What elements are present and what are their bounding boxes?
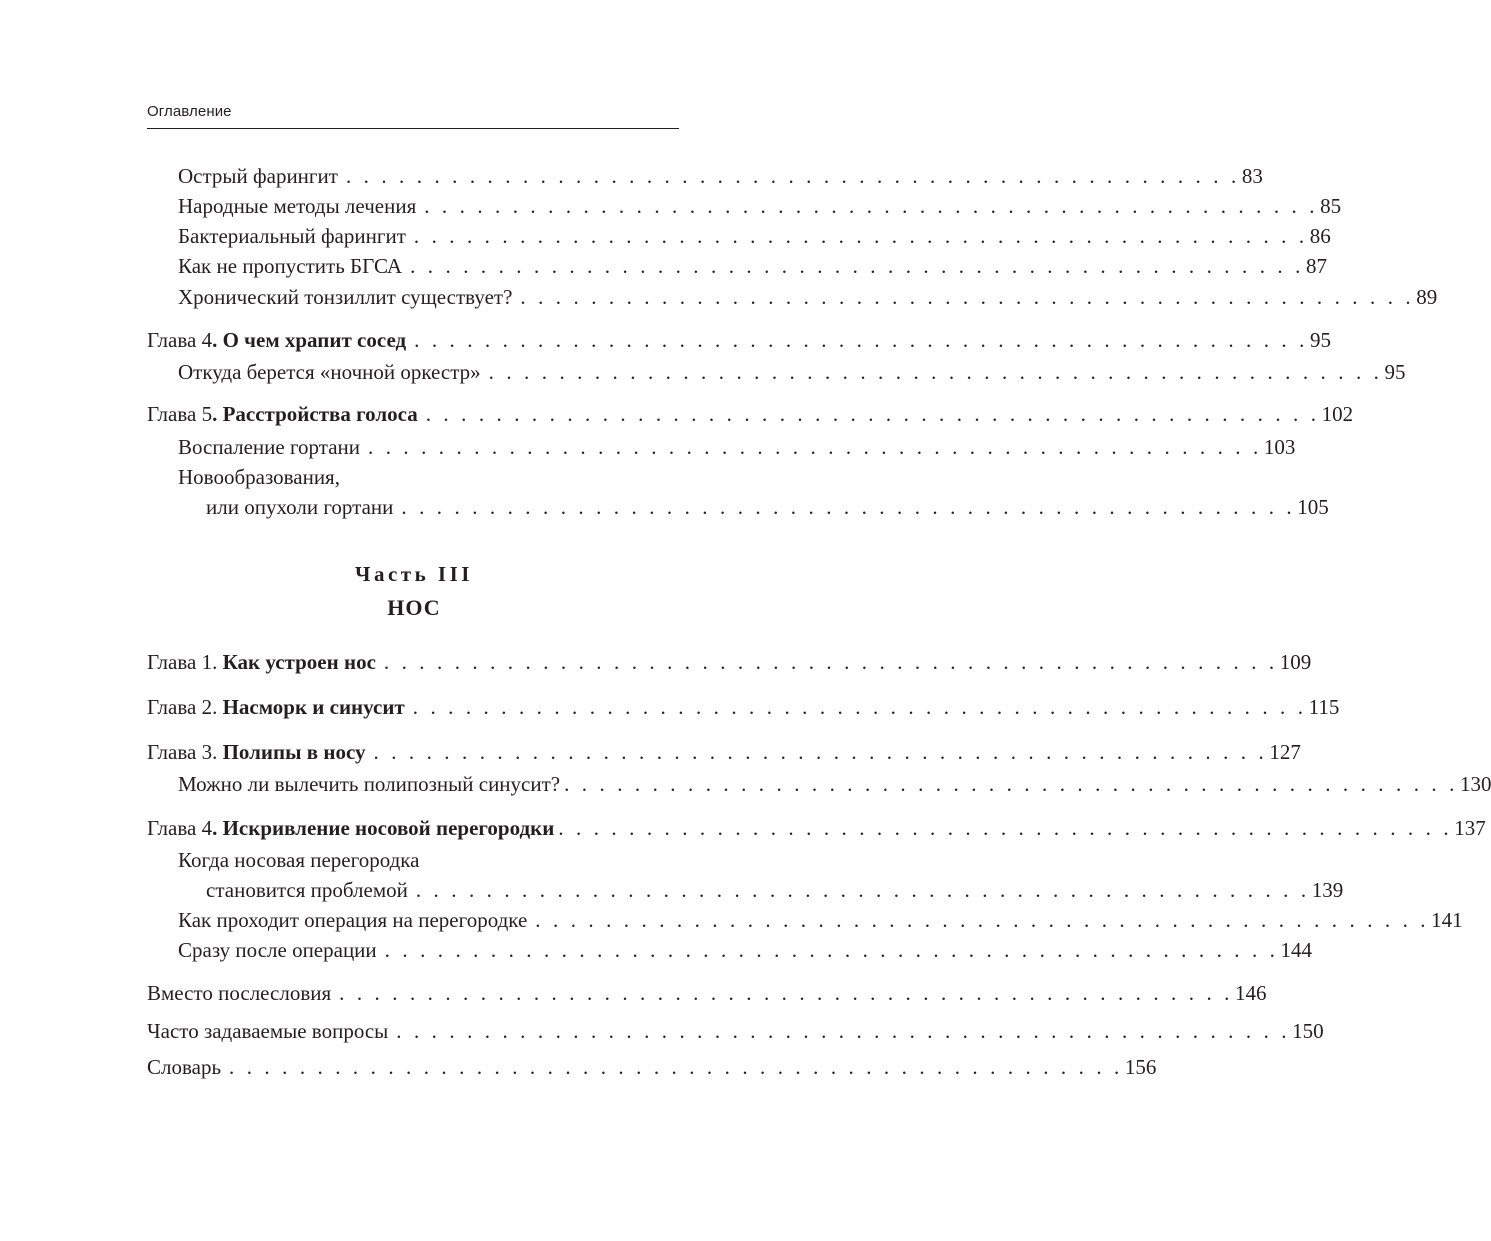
toc-entry-page: 109 [1279,650,1312,674]
toc-entry-page: 103 [1263,435,1296,459]
toc-entry-title: Вместо послесловия [147,981,332,1005]
toc-entry-title: становится проблемой [206,878,408,902]
toc-entry-title-line1: Когда носовая перегородка [178,848,420,872]
dot-leader: . . . . . . . . . . . . . . . . . . . . . . . . . . . . . . . . . . . . . . . . . . . . . . . . . . . [424,194,1319,218]
toc-chapter-entry[interactable] [147,401,1354,427]
chapter-prefix: Глава 4 [147,816,213,840]
toc-entry-title: Сразу после операции [178,938,377,962]
toc-entry-page: 127 [1269,740,1301,764]
toc-entry[interactable] [178,193,1342,219]
chapter-title: Как устроен нос [222,650,376,674]
toc-entry-title: Народные методы лечения [178,194,417,218]
toc-entry-title: или опухоли гортани [206,495,394,519]
dot-leader: . . . . . . . . . . . . . . . . . . . . . . . . . . . . . . . . . . . . . . . . . . . . . . . . . . . [564,772,1458,796]
toc-entry-title: Часто задаваемые вопросы [147,1019,389,1043]
toc-entry-page: 156 [1124,1055,1157,1079]
dot-leader: . . . . . . . . . . . . . . . . . . . . . . . . . . . . . . . . . . . . . . . . . . . . . . . . . . . [373,740,1268,764]
dot-leader: . . . . . . . . . . . . . . . . . . . . . . . . . . . . . . . . . . . . . . . . . . . . . . . . . . . [412,695,1307,719]
header-rule [147,128,679,129]
dot-leader: . . . . . . . . . . . . . . . . . . . . . . . . . . . . . . . . . . . . . . . . . . . . . . . . . . . [401,495,1296,519]
dot-leader: . . . . . . . . . . . . . . . . . . . . . . . . . . . . . . . . . . . . . . . . . . . . . . . . . . . [410,254,1304,278]
toc-chapter-entry[interactable] [147,694,1340,720]
chapter-prefix: Глава 3. [147,740,223,764]
part-label: Часть III [355,562,473,586]
chapter-title: . Расстройства голоса [212,402,418,426]
toc-entry-page: 139 [1311,878,1344,902]
toc-entry[interactable] [178,223,1331,249]
part-title: НОС [387,595,441,620]
toc-entry-page: 115 [1308,695,1340,719]
chapter-title: . Искривление носовой перегородки [212,816,555,840]
chapter-prefix: Глава 5 [147,402,213,426]
toc-entry[interactable] [178,163,1263,189]
toc-entry-title: Острый фарингит [178,164,338,188]
toc-entry-title: Как проходит операция на перегородке [178,908,528,932]
dot-leader: . . . . . . . . . . . . . . . . . . . . . . . . . . . . . . . . . . . . . . . . . . . . . . . . . . . [520,285,1415,309]
toc-entry-title: Откуда берется «ночной оркестр» [178,360,481,384]
toc-entry-title-line1: Новообразования, [178,465,340,489]
toc-entry[interactable] [206,877,1344,903]
running-head: Оглавление [147,103,232,120]
dot-leader: . . . . . . . . . . . . . . . . . . . . . . . . . . . . . . . . . . . . . . . . . . . . . . . . . . . [413,224,1308,248]
toc-entry-page: 95 [1384,360,1406,384]
toc-chapter-entry[interactable] [147,327,1331,353]
dot-leader: . . . . . . . . . . . . . . . . . . . . . . . . . . . . . . . . . . . . . . . . . . . . . . . . . . . [396,1019,1291,1043]
dot-leader: . . . . . . . . . . . . . . . . . . . . . . . . . . . . . . . . . . . . . . . . . . . . . . . . . . . [414,328,1308,352]
toc-entry-page: 86 [1309,224,1331,248]
dot-leader: . . . . . . . . . . . . . . . . . . . . . . . . . . . . . . . . . . . . . . . . . . . . . . . . . . . [339,981,1233,1005]
chapter-prefix: Глава 1. [147,650,223,674]
toc-entry-page: 130 [1459,772,1491,796]
dot-leader: . . . . . . . . . . . . . . . . . . . . . . . . . . . . . . . . . . . . . . . . . . . . . . . . . . . [415,878,1310,902]
toc-entry-title: Бактериальный фарингит [178,224,406,248]
dot-leader: . . . . . . . . . . . . . . . . . . . . . . . . . . . . . . . . . . . . . . . . . . . . . . . . . . . [425,402,1320,426]
toc-entry[interactable] [147,1018,1324,1044]
chapter-prefix: Глава 2. [147,695,223,719]
toc-entry[interactable] [178,253,1327,279]
dot-leader: . . . . . . . . . . . . . . . . . . . . . . . . . . . . . . . . . . . . . . . . . . . . . . . . . . . [558,816,1453,840]
toc-entry-title: Словарь [147,1055,222,1079]
chapter-prefix: Глава 4 [147,328,213,352]
toc-entry[interactable] [178,359,1406,385]
toc-entry-page: 146 [1235,981,1267,1005]
toc-entry[interactable] [147,980,1267,1006]
dot-leader: . . . . . . . . . . . . . . . . . . . . . . . . . . . . . . . . . . . . . . . . . . . . . . . . . . . [229,1055,1123,1079]
toc-entry[interactable] [178,771,1491,797]
toc-entry[interactable] [206,494,1329,520]
chapter-title: Насморк и синусит [222,695,405,719]
toc-entry[interactable] [178,434,1296,460]
toc-chapter-entry[interactable] [147,649,1312,675]
toc-entry-page: 87 [1305,254,1327,278]
chapter-title: . О чем храпит сосед [212,328,407,352]
toc-entry[interactable] [178,284,1438,310]
chapter-title: Полипы в носу [222,740,366,764]
toc-entry-page: 137 [1454,816,1486,840]
dot-leader: . . . . . . . . . . . . . . . . . . . . . . . . . . . . . . . . . . . . . . . . . . . . . . . . . . . [368,435,1262,459]
toc-entry[interactable] [178,907,1463,933]
dot-leader: . . . . . . . . . . . . . . . . . . . . . . . . . . . . . . . . . . . . . . . . . . . . . . . . . . . [345,164,1240,188]
toc-entry-page: 102 [1321,402,1354,426]
toc-entry-title: Воспаление гортани [178,435,360,459]
toc-entry-page: 105 [1297,495,1329,519]
toc-entry-page: 141 [1431,908,1463,932]
dot-leader: . . . . . . . . . . . . . . . . . . . . . . . . . . . . . . . . . . . . . . . . . . . . . . . . . . . [383,650,1278,674]
toc-entry-title: Можно ли вылечить полипозный синусит? [178,772,561,796]
toc-entry-page: 83 [1241,164,1263,188]
toc-entry-page: 144 [1280,938,1313,962]
toc-entry-title: Как не пропустить БГСА [178,254,403,278]
toc-entry-page: 95 [1309,328,1331,352]
toc-entry[interactable] [147,1054,1157,1080]
toc-entry-page: 85 [1320,194,1342,218]
dot-leader: . . . . . . . . . . . . . . . . . . . . . . . . . . . . . . . . . . . . . . . . . . . . . . . . . . . [488,360,1383,384]
toc-entry[interactable] [178,937,1313,963]
toc-chapter-entry[interactable] [147,815,1486,841]
dot-leader: . . . . . . . . . . . . . . . . . . . . . . . . . . . . . . . . . . . . . . . . . . . . . . . . . . . [535,908,1430,932]
dot-leader: . . . . . . . . . . . . . . . . . . . . . . . . . . . . . . . . . . . . . . . . . . . . . . . . . . . [384,938,1279,962]
toc-chapter-entry[interactable] [147,739,1301,765]
toc-entry-page: 89 [1416,285,1438,309]
toc-entry-page: 150 [1292,1019,1324,1043]
toc-entry-title: Хронический тонзиллит существует? [178,285,513,309]
